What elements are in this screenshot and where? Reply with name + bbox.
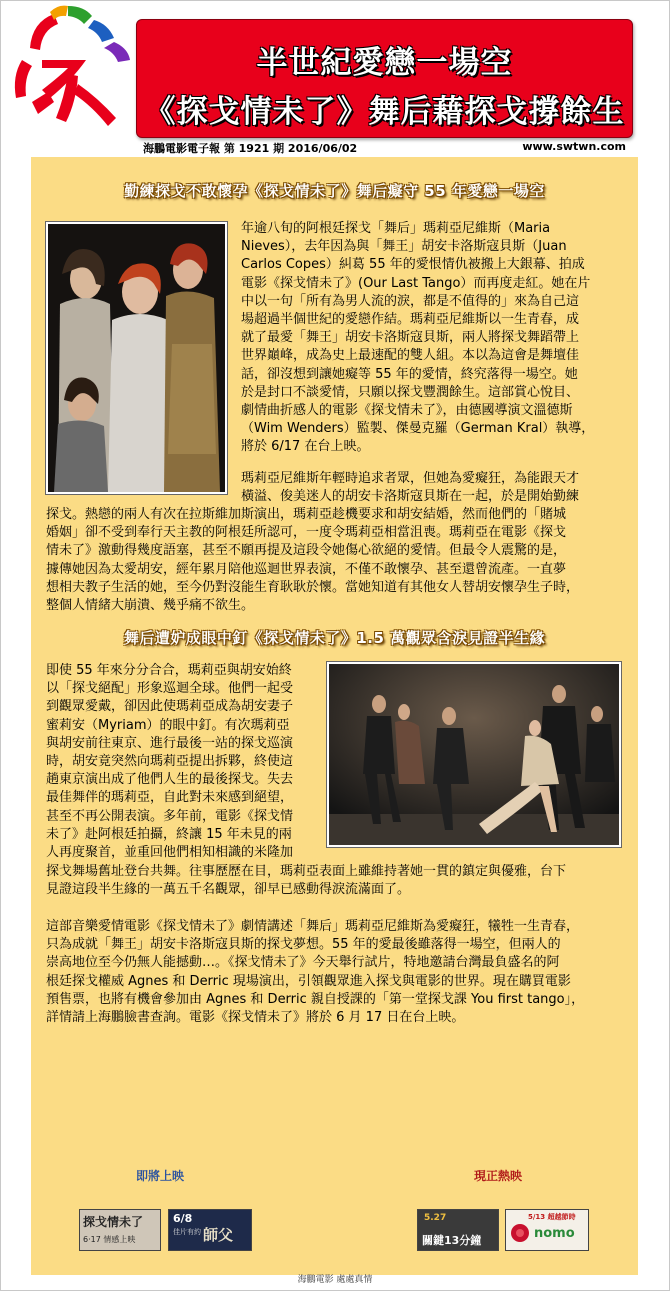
paragraph-1-line: Nieves），去年因為與「舞王」胡安卡洛斯寇貝斯（Juan — [241, 239, 567, 255]
paragraph-3-line: 見證這段半生緣的一萬五千名觀眾，卻早已感動得淚流滿面了。 — [46, 882, 411, 898]
poster-shifu[interactable] — [168, 1209, 252, 1251]
paragraph-3-line: 未了》赴阿根廷拍攝，終讓 15 年未見的兩 — [46, 826, 292, 842]
poster-title: 師父 — [203, 1226, 234, 1244]
coming-soon-label: 即將上映 — [136, 1169, 185, 1183]
paragraph-2-line: 橫溢、俊美迷人的胡安卡洛斯寇貝斯在一起，於是開始勤練 — [241, 489, 580, 505]
paragraph-4 — [46, 918, 584, 1027]
paragraph-3-line: 即使 55 年來分分合合，瑪莉亞與胡安始終 — [46, 663, 292, 678]
paragraph-3-line: 甚至不再公開表演。多年前，電影《探戈情 — [46, 808, 294, 824]
paragraph-2-line: 瑪莉亞尼維斯年輕時追求者眾，但她為愛癡狂，為能跟天才 — [241, 471, 580, 486]
paragraph-1-line: （Wim Wenders）監製、傑曼克羅（German Kral）執導， — [241, 421, 595, 437]
paragraph-1-line: 將於 6/17 在台上映。 — [241, 439, 370, 455]
paragraph-1-line: 話，卻沒想到讓她癡等 55 年的愛情，終究落得一場空。她 — [241, 366, 578, 382]
paragraph-2-line: 婚姻」卻不受到奉行天主教的阿根廷所認可，一度令瑪莉亞相當沮喪。瑪莉亞在電影《探戈 — [46, 525, 567, 541]
paragraph-1-line: 於是封口不談愛情，只願以探戈豐潤餘生。這部賞心悅目、 — [241, 384, 580, 400]
paragraph-4-line: 只為成就「舞王」胡安卡洛斯寇貝斯的探戈夢想。55 年的愛最後雖落得一場空，但兩人的 — [46, 937, 561, 953]
issue-info: 海鵬電影電子報 第 1921 期 2016/06/02 — [143, 142, 358, 155]
paragraph-4-line: 這部音樂愛情電影《探戈情未了》劇情講述「舞后」瑪莉亞尼維斯為愛癡狂，犧牲一生青春， — [46, 919, 580, 934]
paragraph-4-line: 根廷探戈權威 Agnes 和 Derric 現場演出，引領觀眾進入探戈與電影的世界。現在購買電影 — [46, 973, 571, 989]
poster-date: 6·17 情感上映 — [83, 1235, 136, 1244]
paragraph-2-line: 想相夫教子生活的她，至今仍對沒能生育耿耿於懷。當她知道有其他女人替胡安懷孕生子時， — [46, 579, 580, 595]
paragraph-1-line: 劇情曲折感人的電影《探戈情未了》，由德國導演文溫德斯 — [241, 403, 573, 419]
title-line-2: 《探戈情未了》舞后藉探戈撐餘生 — [144, 94, 625, 130]
paragraph-1-line: 就了最愛「舞王」胡安卡洛斯寇貝斯，兩人將探戈舞蹈帶上 — [241, 330, 580, 346]
poster-title: 關鍵13分鐘 — [422, 1234, 482, 1247]
dance-photo-image — [329, 664, 619, 845]
paragraph-3-line: 與胡安前往東京、進行最後一站的探戈巡演 — [46, 735, 294, 751]
paragraph-2-line: 據傳她因為太愛胡安，經年累月陪他巡迴世界表演，不僅不敢懷孕、甚至還曾流產。一直夢 — [46, 561, 567, 577]
paragraph-1-line: 年逾八旬的阿根廷探戈「舞后」瑪莉亞尼維斯（Maria — [241, 221, 551, 236]
poster-date: 5/13 超越節時 — [528, 1213, 576, 1221]
poster-title: 探戈情未了 — [83, 1215, 144, 1229]
paragraph-1-line: Carlos Copes）糾葛 55 年的愛恨情仇被搬上大銀幕、拍成 — [241, 257, 585, 273]
now-showing-label: 現正熱映 — [474, 1169, 523, 1183]
paragraph-3-line: 以「探戈絕配」形象巡迴全球。他們一起受 — [46, 681, 294, 697]
paragraph-3-line: 時，胡安竟突然向瑪莉亞提出拆夥，終使這 — [46, 754, 294, 770]
rose-icon — [509, 1222, 531, 1244]
haipeng-logo-icon — [2, 2, 134, 130]
site-url-link[interactable]: www.swtwn.com — [522, 140, 626, 153]
poster-nomo[interactable] — [505, 1209, 589, 1251]
article-panel — [31, 157, 638, 1275]
dance-photo — [327, 662, 621, 847]
paragraph-3-line: 蜜莉安（Myriam）的眼中釘。有次瑪莉亞 — [46, 717, 290, 733]
paragraph-3-line: 探戈舞場舊址登台共舞。往事歷歷在目，瑪莉亞表面上雖維持著她一貫的鎮定與優雅，台下 — [46, 864, 567, 879]
paragraph-1-line: 世界巔峰，成為史上最速配的雙人組。本以為這會是舞壇佳 — [241, 348, 580, 364]
paragraph-2-line: 整個人情緒大崩潰、幾乎痛不欲生。 — [46, 598, 255, 614]
poster-date: 6/8 — [173, 1212, 193, 1225]
paragraph-3-line: 最佳舞伴的瑪莉亞，自此對未來感到絕望， — [46, 790, 294, 806]
paragraph-3 — [46, 662, 293, 862]
paragraph-3-line: 人再度聚首，並重回他們相知相識的米隆加 — [46, 845, 294, 861]
title-banner — [136, 19, 633, 138]
paragraph-1-line: 場超過半個世紀的愛戀作結。瑪莉亞尼維斯以一生青春，成 — [241, 312, 580, 328]
poster-our-last-tango[interactable] — [79, 1209, 161, 1251]
section-heading-2: 舞后遭妒成眼中釘《探戈情未了》1.5 萬觀眾含淚見證半生緣 — [123, 629, 546, 647]
cast-photo-image — [48, 224, 225, 492]
paragraph-4-line: 崇高地位至今仍無人能撼動…。《探戈情未了》今天舉行試片，特地邀請台灣最負盛名的阿 — [46, 955, 560, 971]
paragraph-3-cont — [46, 863, 566, 899]
paragraph-2-line: 情未了》激動得幾度語塞，甚至不願再提及這段令她傷心欲絕的愛情。但最令人震驚的是， — [46, 543, 567, 559]
paragraph-4-line: 預售票，也將有機會參加由 Agnes 和 Derric 親自授課的「第一堂探戈課 You first tango」， — [46, 991, 585, 1007]
paragraph-2-line: 探戈。熱戀的兩人有次在拉斯維加斯演出，瑪莉亞趁機要求和胡安結婚，然而他們的「賭城 — [46, 507, 567, 522]
paragraph-2-intro — [241, 470, 579, 506]
paragraph-3-line: 趟東京演出成了他們人生的最後探戈。失去 — [46, 772, 294, 788]
poster-title: nomo — [534, 1226, 575, 1241]
paragraph-1-line: 電影《探戈情未了》(Our Last Tango）而再度走紅。她在片 — [241, 275, 591, 291]
poster-date: 5.27 — [424, 1213, 447, 1223]
paragraph-4-line: 詳情請上海鵬臉書查詢。電影《探戈情未了》將於 6 月 17 日在台上映。 — [46, 1010, 465, 1026]
paragraph-2 — [46, 506, 579, 615]
paragraph-1 — [241, 220, 594, 457]
section-heading-1: 勤練探戈不敢懷孕《探戈情未了》舞后癡守 55 年愛戀一場空 — [124, 182, 545, 200]
paragraph-3-line: 到觀眾愛戴，卻因此使瑪莉亞成為胡安妻子 — [46, 699, 294, 715]
poster-13-minutes[interactable] — [417, 1209, 499, 1251]
cast-photo — [46, 222, 227, 494]
title-line-1: 半世紀愛戀一場空 — [256, 45, 513, 81]
footer-credit: 海鵬電影 處處真情 — [297, 1275, 373, 1285]
paragraph-1-line: 中以一句「所有為男人流的淚，都是不值得的」來為自己這 — [241, 293, 580, 309]
poster-subtitle: 佳片有約 — [173, 1228, 201, 1236]
